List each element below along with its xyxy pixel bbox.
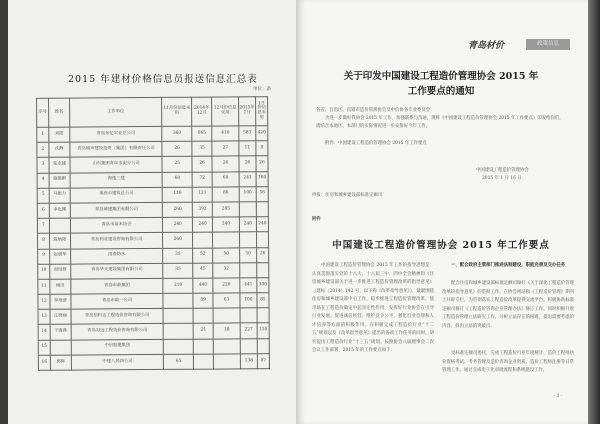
table-cell: 26 (257, 247, 269, 262)
table-cell: 32 (213, 263, 240, 278)
table-cell: 26 (162, 141, 192, 156)
table-cell: 63 (213, 293, 240, 308)
table-cell: 160 (256, 171, 268, 186)
table-cell (193, 308, 213, 323)
table-cell: 21 (193, 324, 213, 339)
table-cell: 青岛华天建设集团有限公司 (71, 263, 164, 279)
table-cell: 45 (193, 263, 213, 278)
table-cell: 25 (162, 157, 192, 172)
table-cell: 240 (163, 217, 193, 232)
table-cell: 26 (212, 156, 239, 171)
attachment-label: 附件 (312, 217, 321, 222)
table-header-row (37, 97, 268, 128)
table-cell: 583 (239, 126, 256, 141)
table-cell: 赵晓华 (50, 249, 71, 264)
table-cell: 26 (192, 156, 212, 171)
table-cell: 16 (38, 355, 50, 370)
table-cell: 青岛市政集团 (71, 278, 164, 294)
table-cell: 马振力 (49, 188, 70, 203)
table-cell: 360 (162, 126, 192, 141)
table-cell: 莱西市建筑总公司 (70, 187, 163, 203)
table-cell (240, 262, 257, 277)
table-cell: 周绍群 (50, 264, 71, 279)
table-cell: 865 (192, 126, 212, 141)
table-cell (193, 339, 213, 354)
table-cell (49, 218, 70, 233)
signature-org: 中国建设工程造价管理协会 (476, 168, 529, 173)
table-cell (256, 232, 268, 247)
table-cell: 85 (257, 293, 269, 308)
table-cell: 26 (256, 156, 268, 171)
table-cell: 李化刚 (49, 203, 70, 218)
table-cell: 4 (37, 173, 49, 188)
table-cell: 青岛信科达工程造价咨询有限公司 (71, 309, 164, 325)
table-row (37, 141, 268, 158)
table-cell: 52 (193, 248, 213, 263)
table-cell (256, 202, 268, 217)
table-cell: 50 (213, 247, 240, 262)
table-cell: 青岛市苗木协会 (70, 218, 163, 234)
table-cell: 13 (38, 309, 50, 324)
table-cell: 50 (240, 247, 257, 262)
table-row (38, 262, 269, 279)
table-cell (50, 340, 71, 355)
table-row (37, 217, 268, 234)
table-cell: 440 (193, 278, 213, 293)
table-row (37, 232, 268, 249)
table-row (38, 247, 269, 264)
table-cell: 陈炳阳 (49, 233, 70, 248)
table-row (37, 186, 268, 203)
table-cell: 汪晓丽 (50, 309, 71, 324)
table-row (38, 354, 269, 371)
work-points-heading: 中国建设工程造价管理协会 2015 年工作要点 (332, 240, 550, 251)
table-cell: 8 (37, 234, 49, 249)
table-cell: 于海燕 (50, 325, 71, 340)
table-cell: 7 (37, 218, 49, 233)
left-page (8, 0, 296, 424)
table-cell: 441 (240, 278, 257, 293)
table-row (38, 278, 269, 295)
table-cell: 中建八局四公司 (71, 354, 164, 370)
table-row (38, 308, 269, 325)
info-summary-table (36, 96, 270, 371)
table-cell: 沈静 (49, 142, 70, 157)
table-cell: 392 (192, 202, 212, 217)
table-cell: 116 (162, 187, 192, 202)
table-cell (240, 308, 257, 323)
table-cell: 14 (38, 325, 50, 340)
column-header: 1月份信息采用 (255, 97, 267, 126)
table-cell: 青岛利业建设咨询有限公司 (70, 233, 163, 249)
table-cell: 240 (193, 217, 213, 232)
table-cell: 青岛城市建设投资（集团）有限责任公司 (70, 142, 163, 158)
book-edge-shadow (588, 0, 600, 424)
table-cell: 11 (239, 141, 256, 156)
table-cell (163, 324, 193, 339)
page-number: · 1 · (554, 394, 563, 399)
table-cell (213, 232, 240, 247)
table-cell (239, 232, 256, 247)
table-cell: 240 (239, 217, 256, 232)
table-row (37, 156, 268, 173)
table-cell (239, 202, 256, 217)
table-cell (257, 308, 269, 323)
table-cell: 5 (37, 188, 49, 203)
column-header: 2015年1月 (239, 97, 256, 126)
unit-label: 单位：条 (253, 87, 271, 92)
table-cell: 3 (37, 158, 49, 173)
table-cell: 10 (38, 264, 50, 279)
table-cell: 100 (239, 187, 256, 202)
table-cell: 海逸三建 (70, 172, 163, 188)
notice-body: 为进一步做好我协会 2015 年工作，加强联系与沟通，现将《中国建设工程造价管理协会 2015 年工作要点》印发给你们，请结合本地区、本部门的实际情况进一步安排好今年工作。 (316, 116, 564, 130)
table-row (38, 338, 269, 355)
intro-paragraph: 中国建设工程造价管理协会 2015 年工作的指导思想是：认真贯彻落实党的十八大、十八届三中、四中全会精神和《住房城乡建设部关于进一步推进工程造价管理改革的指导意见》（建标〔2014〕142 号，以下称《改革指导意见》），紧紧围绕住房和城乡建设部中心工作，稳步推进工程造价管理改革，使市场在工程造价确定中起决定性作用，发挥好行业协会在引导行业发展、促进诚信经营、维护竞争公平、强化行业自律和人才培养等方面的积极作用。在积极完成工程造价行业“十二五”规划以及《改革指导意见》提出的各项工作任务的同时，研究提出工程造价行业“十三五”规划。按照协会八届理事会二次会议工作部署，2015 年的工作要点如下： (312, 263, 434, 353)
table-cell: 100 (240, 293, 257, 308)
cc-line: 抄报：住房和城乡建设部标准定额司 (312, 193, 383, 198)
notice-title-line1: 关于印发中国建设工程造价管理协会 2015 年 (343, 71, 539, 82)
table-cell: 杨田 (50, 279, 71, 294)
table-cell: 86 (212, 187, 239, 202)
table-cell: 1 (37, 127, 49, 142)
table-cell: 李培清 (50, 294, 71, 309)
column-header: 序号 (37, 98, 49, 127)
table-cell (163, 293, 193, 308)
section-tag: 政策信息 (526, 39, 570, 50)
table-cell: 60 (212, 171, 239, 186)
table-cell (213, 308, 240, 323)
section-1-paragraph-1: 配合住房和城乡建设部标准定额司做好《关于深化工程造价管理改革的指导意见》的贯彻工作，在协会网站和《工程造价管理》期刊上开辟专栏，为贯彻落实工程造价改革提供交流平台。积极协助标准定额司修订《工程造价咨询企业管理办法》修订工作。同时积极开展工程造价管理立法研究工作，分析立法存在的困难，提出需要考虑的内容，找出立法的突破点。 (442, 281, 574, 329)
column-header: 工作单位 (69, 97, 162, 127)
table-cell (193, 232, 213, 247)
table-row (37, 126, 268, 143)
notice-title-line2: 工作要点的通知 (407, 86, 475, 97)
table-cell: 8 (256, 141, 268, 156)
table-cell: 15 (38, 340, 50, 355)
column-header: 11月份信息采用 (162, 97, 192, 126)
table-cell: 260 (163, 202, 193, 217)
right-page (296, 0, 588, 424)
table-cell: 11 (38, 279, 50, 294)
table-cell (164, 339, 194, 354)
table-cell: 420 (256, 126, 268, 141)
table-cell: 138 (240, 354, 257, 369)
table-cell: 刘阳 (49, 127, 70, 142)
table-cell: 220 (213, 278, 240, 293)
table-cell (240, 338, 257, 353)
table-cell: 2 (37, 142, 49, 157)
table-cell: 中启胶建集团 (71, 339, 164, 355)
table-cell: 郭晖 (50, 355, 71, 370)
attachment-line: 附件：中国建设工程造价管理协会 2015 年工作要点 (325, 141, 427, 146)
table-cell: 285 (212, 202, 239, 217)
table-cell: 9 (38, 249, 50, 264)
table-cell: 栾永建 (49, 157, 70, 172)
table-cell: 35 (192, 141, 212, 156)
table-cell: 12 (38, 294, 50, 309)
table-cell: 青岛市政一公司 (71, 293, 164, 309)
table-cell: 410 (212, 126, 239, 141)
table-cell: 150 (257, 323, 269, 338)
table-row (37, 171, 268, 188)
table-cell: 35 (163, 248, 193, 263)
table-row (37, 202, 268, 219)
table-cell (257, 338, 269, 353)
table-row (38, 293, 269, 310)
section-heading-1: 一、配合政府主管部门推进法制建设，职能完善及交办任务 (451, 263, 566, 268)
signature-date: 2015 年 1 月 16 日 (482, 176, 522, 181)
table-cell: 26 (239, 156, 256, 171)
table-cell: 241 (239, 171, 256, 186)
table-cell: 青岛东亿实业总公司 (70, 126, 163, 142)
salutation: 各省、自治区、直辖市造价管理协会及中价协各专业委员会： (316, 108, 435, 113)
section-1-paragraph-2: 受标准定额司委托，完成工程造价行业年度统计、造价工程师执业资格考试、考务管理及造价咨询企业资质、造价工程师注册等日常管理工作。通过完成电子化审批流程和系统建设工作， (442, 351, 574, 373)
table-cell: 210 (163, 278, 193, 293)
table-cell (213, 354, 240, 369)
table-cell: 121 (192, 187, 212, 202)
table-cell: 青岛习远工程造价咨询有限公司 (71, 324, 164, 340)
table-cell: 27 (212, 141, 239, 156)
table-cell: 青岛城建集团有限公司 (70, 202, 163, 218)
table-cell: 18 (213, 323, 240, 338)
table-cell (257, 262, 269, 277)
table-cell: 施建刚 (49, 173, 70, 188)
table-cell: 227 (240, 323, 257, 338)
table-cell: 260 (163, 233, 193, 248)
table-cell: 35 (163, 263, 193, 278)
table-cell: 山东集团青岛水泥分公司 (70, 157, 163, 173)
table-cell: 60 (162, 172, 192, 187)
table-cell: 89 (193, 293, 213, 308)
table-cell: 雨泰防水 (70, 248, 163, 264)
table-cell: 56 (256, 186, 268, 201)
table-row (38, 323, 269, 340)
column-header: 12月份信息采用 (212, 97, 239, 126)
table-cell: 65 (164, 354, 194, 369)
table-cell: 87 (257, 354, 269, 369)
column-header: 2014年12月 (192, 97, 212, 126)
table-cell (194, 354, 214, 369)
table-cell: 300 (257, 278, 269, 293)
table-cell: 6 (37, 203, 49, 218)
table-cell: 72 (192, 172, 212, 187)
page-header (468, 38, 578, 52)
magazine-logo: 青岛材价 (468, 41, 505, 51)
column-header: 姓名 (49, 98, 70, 127)
table-cell: 240 (212, 217, 239, 232)
table-cell: 240 (256, 217, 268, 232)
table-cell (163, 308, 193, 323)
table-cell (213, 339, 240, 354)
table-title: 2015 年建材价格信息员报送信息汇总表 (68, 74, 258, 85)
